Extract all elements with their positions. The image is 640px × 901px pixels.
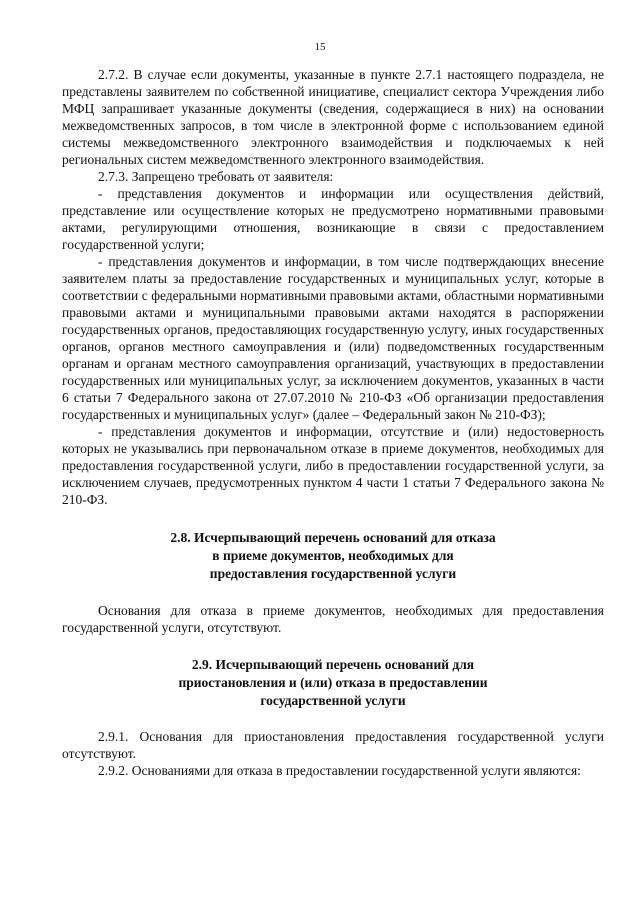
heading-2-9-line-1: 2.9. Исчерпывающий перечень оснований для xyxy=(191,657,475,672)
list-item-bullet-3: - представления документов и информации, отсутствие и (или) недостоверность которых не указывались при первоначальном отказе в приеме документов, необходимых для предоставления государственной услуги, либо в предоставлении государственной услуги, за исключением случаев, предусмотренных пунктом 4 части 1 статьи 7 Федерального закона № 210-ФЗ. xyxy=(62,424,604,507)
heading-2-8-line-3: предоставления государственной услуги xyxy=(209,566,457,581)
paragraph-2-9-2: 2.9.2. Основаниями для отказа в предоставлении государственной услуги являются: xyxy=(98,763,581,778)
heading-2-8-line-1: 2.8. Исчерпывающий перечень оснований для отказа xyxy=(170,530,496,545)
heading-2-9-line-3: государственной услуги xyxy=(260,693,406,708)
page-number: 15 xyxy=(314,41,326,53)
document-body xyxy=(62,66,604,779)
paragraph-2-7-3: 2.7.3. Запрещено требовать от заявителя: xyxy=(98,169,334,184)
section-heading-2-8 xyxy=(62,529,604,583)
paragraph-2-8: Основания для отказа в приеме документов, необходимых для предоставления государственной услуги, отсутствуют. xyxy=(62,603,604,635)
list-item-bullet-1: - представления документов и информации или осуществления действий, представление или осуществление которых не предусмотрено нормативными правовыми актами, регулирующими отношения, возникающие в связи с предоставлением государственной услуги; xyxy=(62,186,604,252)
section-heading-2-9 xyxy=(62,656,604,710)
paragraph-2-9-1: 2.9.1. Основания для приостановления предоставления государственной услуги отсутствуют. xyxy=(62,729,604,761)
list-item-bullet-2: - представления документов и информации, в том числе подтверждающих внесение заявителем платы за предоставление государственных и муниципальных услуг, которые в соответствии с федеральными нормативными правовыми актами, областными нормативными правовыми актами и муниципальными правовыми актами находятся в распоряжении государственных органов, предоставляющих государственную услугу, иных государственных органов, органов местного самоуправления и (или) подведомственных государственным органам и органам местного самоуправления организаций, участвующих в предоставлении государственных или муниципальных услуг, за исключением документов, указанных в части 6 статьи 7 Федерального закона от 27.07.2010 № 210-ФЗ «Об организации предоставления государственных и муниципальных услуг» (далее – Федеральный закон № 210-ФЗ); xyxy=(62,254,604,422)
paragraph-2-7-2: 2.7.2. В случае если документы, указанные в пункте 2.7.1 настоящего подраздела, не представлены заявителем по собственной инициативе, специалист сектора Учреждения либо МФЦ запрашивает указанные документы (сведения, содержащиеся в них) на основании межведомственных запросов, в том числе в электронной форме с использованием единой системы межведомственного электронного взаимодействия и подключаемых к ней региональных систем межведомственного электронного взаимодействия. xyxy=(62,67,604,167)
heading-2-9-line-2: приостановления и (или) отказа в предоставлении xyxy=(178,675,488,690)
heading-2-8-line-2: в приеме документов, необходимых для xyxy=(212,548,454,563)
